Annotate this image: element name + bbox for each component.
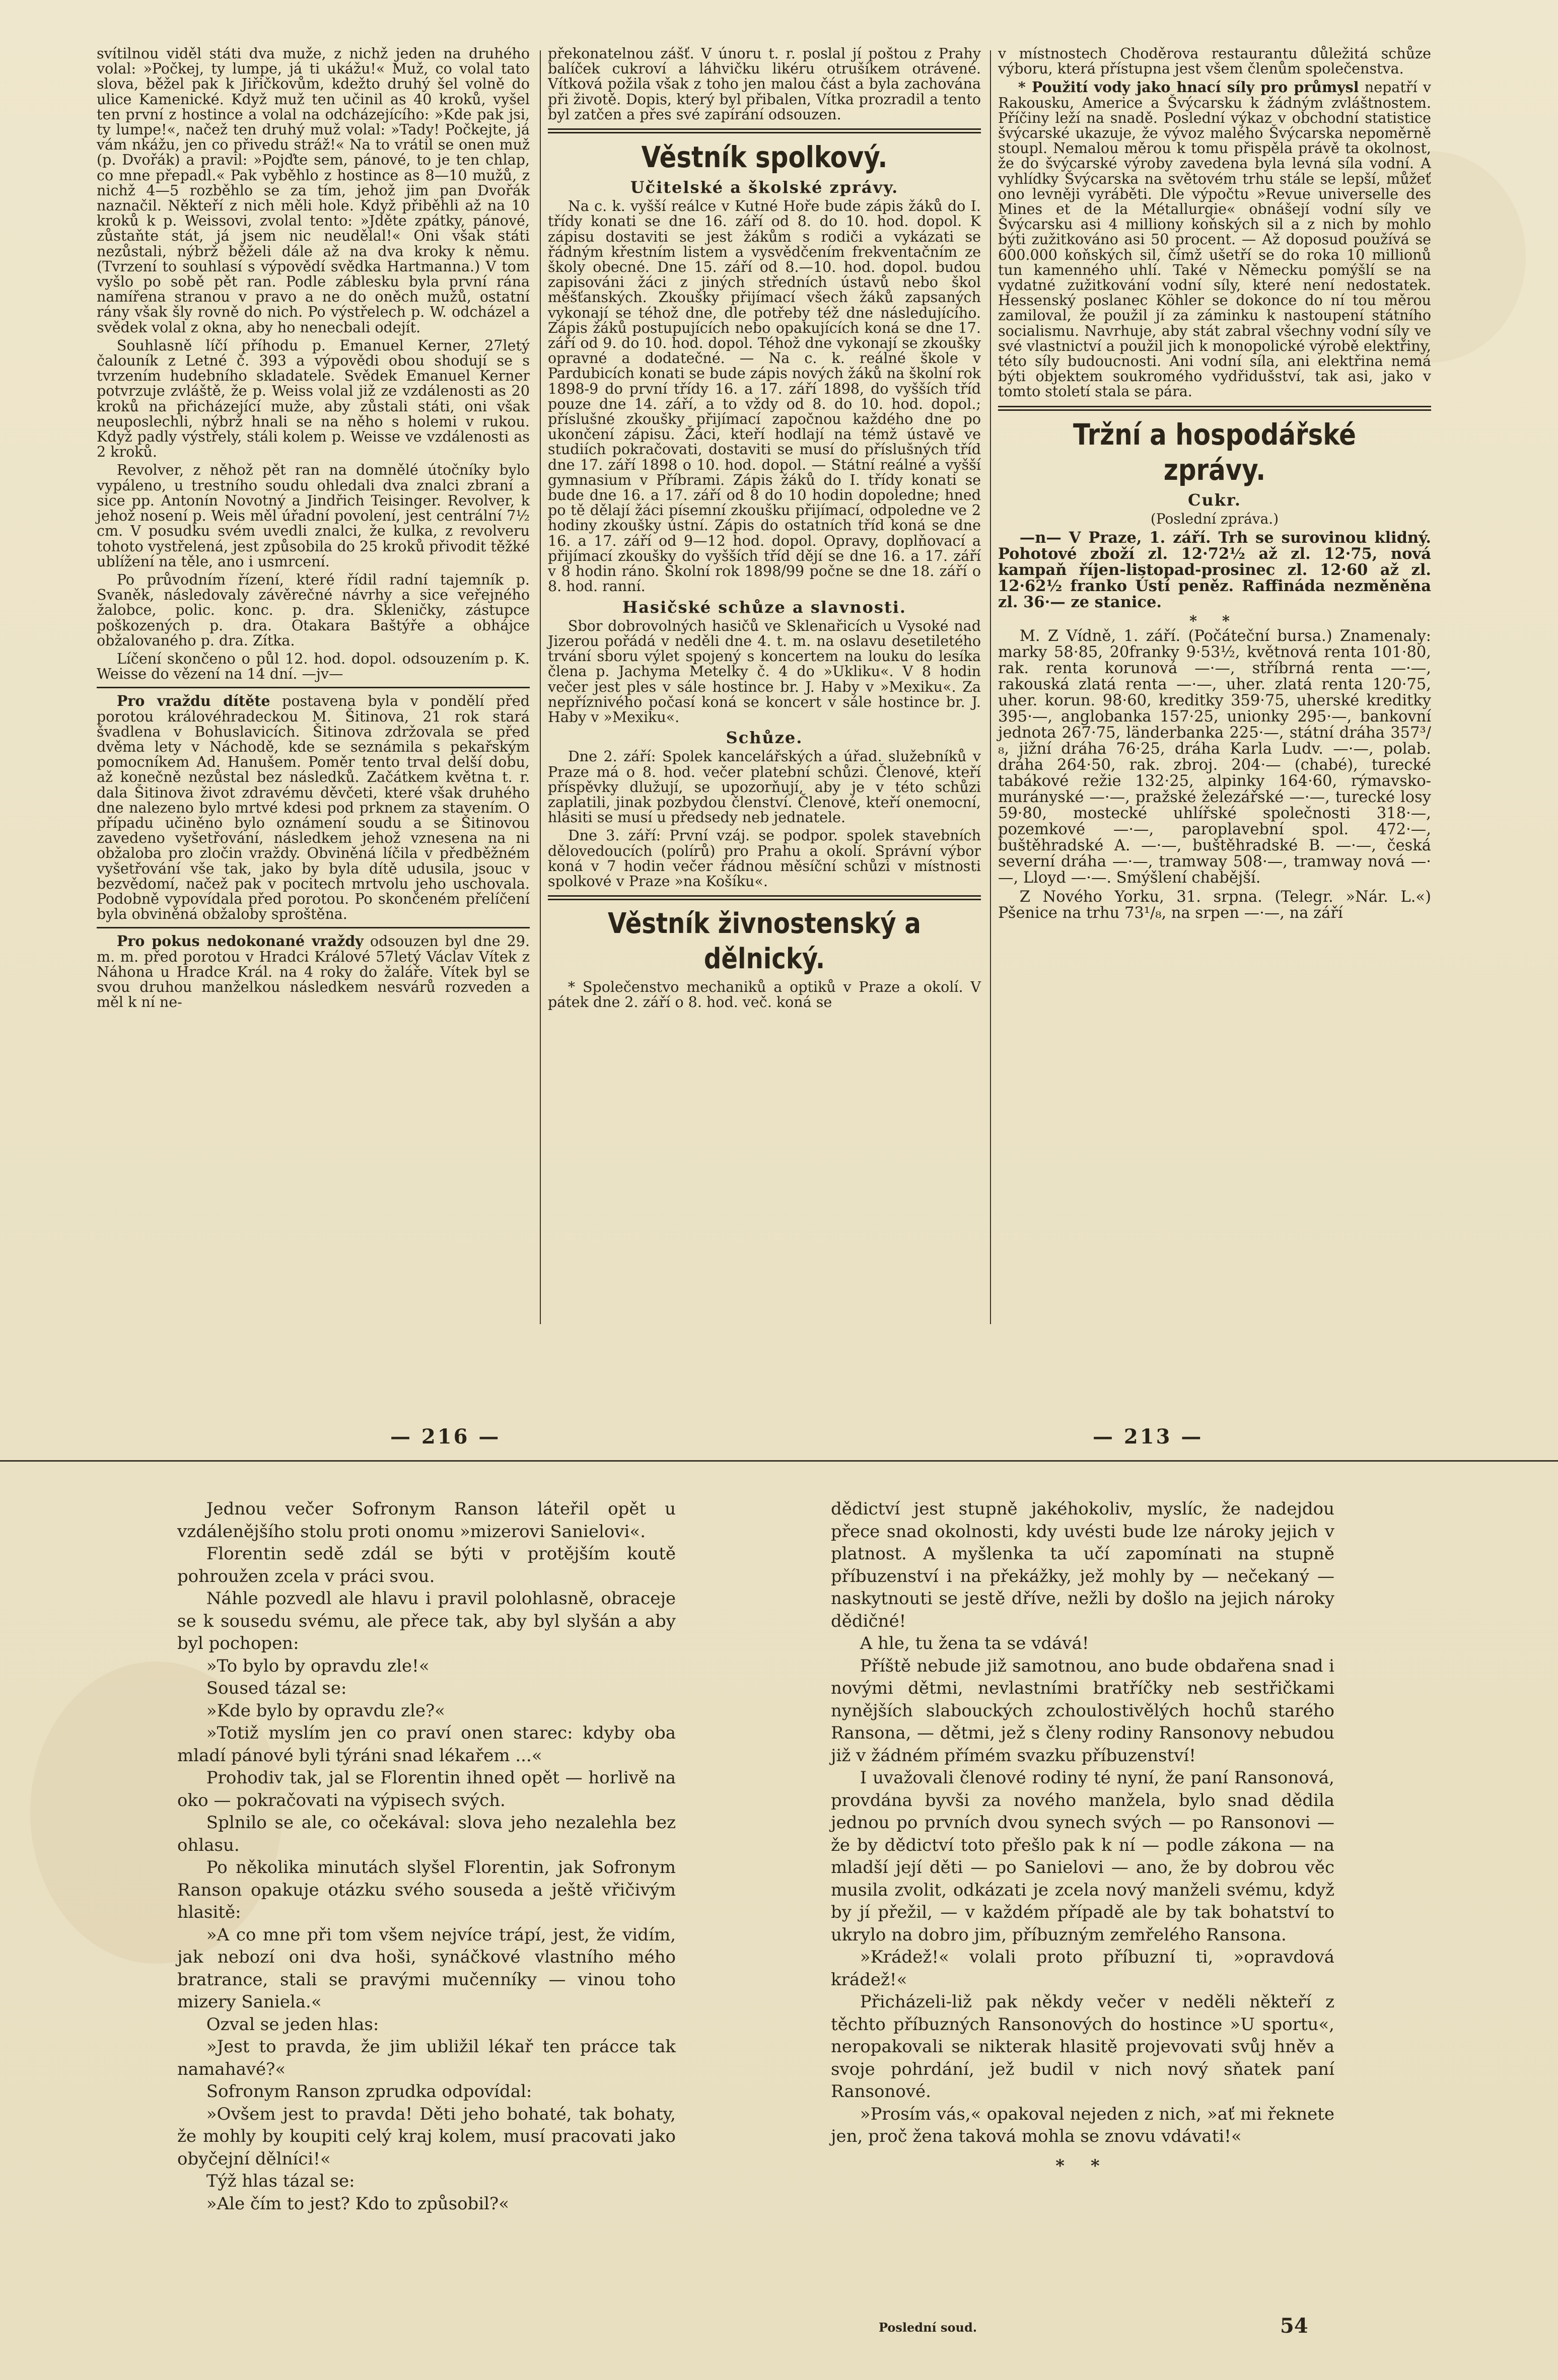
article-paragraph: Po průvodním řízení, které řídil radní tajemník p. Svaněk, následovaly závěrečné návrhy a sice veřejného žalobce, polic. konc. p. dra. Skleničky, zástupce poškozených p. dra. Otakara Baštýře a obhájce obžalovaného p. dra. Zítka. [97, 571, 530, 649]
market-report: Z Nového Yorku, 31. srpna. (Telegr. »Nár. L.«) Pšenice na trhu 73¹/₈, na srpen —·—, na září [998, 888, 1431, 922]
novel-paragraph: Soused tázal se: [206, 1678, 347, 1698]
subsection-heading: Hasičské schůze a slavnosti. [622, 597, 907, 617]
novel-paragraph: »Ale čím to jest? Kdo to způsobil?« [206, 2193, 510, 2214]
novel-paragraph: Splnilo se ale, co očekával: slova jeho nezalehla bez ohlasu. [177, 1813, 676, 1855]
novel-column-left [177, 1498, 676, 2215]
page-number-right: — 213 — [1093, 1425, 1203, 1449]
article-paragraph: svítilnou viděl státi dva muže, z nichž jeden na druhého volal: »Počkej, ty lumpe, já ti ukážu!« Muž, co volal tato slova, běžel pak k Jiřičkovům, kdežto druhý šel volně do ulice Kamenické. Když muž ten učinil as 40 kroků, vyšel ten první z hostince a volal na odcházejícího: »Kde pak jsi, ty lumpe!«, načež ten druhý muž volal: »Tady! Počkejte, já vám nkážu, jen co přivedu stráž!« Na to vrátil se onen muž (p. Dvořák) a pravil: »Pojďte sem, pánové, to je ten chlap, co mne přepadl.« Pak vyběhlo z hostince as 8—10 mužů, z nichž 4—5 rozběhlo se za tím, jehož jim pan Dvořák naznačil. Někteří z nich měli hole. Když přiběhli až na 10 kroků k p. Weissovi, zvolal tento: »Jděte zpátky, pánové, zůstaňte stát, já jsem nic neudělal!« Oni však státi nezůstali, nýbrž běželi dále až na dva kroky k němu. (Tvrzení to souhlasí s výpovědí svědka Hartmanna.) V tom vyšlo po sobě pět ran. Podle záblesku byla první rána namířena stranou v pravo a ne do oněch mužů, ostatní rány však šly rovně do nich. Po výstřelech p. W. odcházel a svědek volal z okna, aby ho nenecbali odejít. [97, 45, 530, 336]
novel-paragraph: A hle, tu žena ta se vdává! [860, 1633, 1089, 1653]
novel-paragraph: »Jest to pravda, že jim ubližil lékař ten prácce tak namahavé?« [177, 2037, 676, 2079]
article-text: nepatří v Rakousku, Americe a Švýcarsku k žádným zvláštnostem. Příčiny leží na snadě. Poslední výkaz v obchodní statistice švýcarské ukazuje, že vývoz malého Švýcarska nepoměrně stoupl. Nemalou měrou k tomu přispěla právě ta okolnost, že do švýcarské výroby zavedena byla levná síla vodní. A vyhlídky Švýcarska na světovém trhu stále se lepší, můžeť ono levněji vyráběti. Dle výpočtu »Revue universelle des Mines et de la Métallurgie« obnášejí vodní síly ve Švýcarsku asi 4 milliony koňských sil a z nich by mohlo býti zužitkováno asi 50 procent. — Až doposud používá se 600.000 koňských sil, čímž ušetří se do roka 10 millionů tun kamenného uhlí. Také v Německu pomýšlí se na vydatné zužitkování vodní síly, které není nedostatek. Hessenský poslanec Köhler se dokonce do ní tou měrou zamiloval, že použil jí za záminku k nastoupení státního socialismu. Navrhuje, aby stát zabral všechny vodní síly ve své vlastnictví a použil jich k monopolické výrobě elektřiny, této síly budoucnosti. Ani vodní síla, ani elektřina nemá býti objektem soukromého vydřidušství, tak asi, jako v tomto století stala se pára. [998, 79, 1431, 400]
separator-stars: * * [1055, 2155, 1110, 2176]
novel-paragraph: Příště nebude již samotnou, ano bude obdařena snad i novými dětmi, nevlastními bratříčky neb sestřičkami nynějších slabouckých zchoulostivělých hochů starého Ransona, — dětmi, jež s členy rodiny Ransonovy nebudou již v žádném přímém svazku příbuzenství! [831, 1655, 1334, 1766]
article-paragraph: Na c. k. vyšší reálce v Kutné Hoře bude zápis žáků do I. třídy konati se dne 16. září od 8. do 10. hod. dopol. K zápisu dostaviti se jest žákům s rodiči a vykázati se řádným křestním listem a vysvědčením frekventačním ze školy obecné. Dne 15. září od 8.—10. hod. dopol. budou zapisováni žáci z jiných středních ústavů nebo škol měšťanských. Zkoušky přijímací všech žáků zapsaných vykonají se téhož dne, dle potřeby též dne následujícího. Zápis žáků postupujících nebo opakujících koná se dne 17. září od 9. do 10. hod. dopol. Téhož dne vykonají se zkoušky opravné a dodatečné. — Na c. k. reálné škole v Pardubicích konati se bude zápis nových žáků na školní rok 1898-9 do první třídy 16. a 17. září 1898, do vyšších tříd pouze dne 14. září, a to vždy od 8. do 10. hod. dopol.; příslušné zkoušky přijímací započnou každého dne po ukončení zápisu. Žáci, kteří hodlají na témž ústavě ve studiích pokračovati, dostaviti se musí do příslušných tříd dne 17. září 1898 o 10. hod. dopol. — Státní reálné a vyšší gymnasium v Příbrami. Zápis žáků do I. třídy konati se bude dne 16. a 17. září od 8 do 10 hodin dopoledne; hned po tě dělají žáci písemní zkoušku přijímací, odpoledne ve 2 hodiny zkoušky ústní. Zápis do ostatních tříd koná se dne 16. a 17. září od 9—12 hod. dopol. Opravy, doplňovací a přijímací zkoušky do vyšších tříd dějí se dne 16. a 17. září v 8 hodin ráno. Školní rok 1898/99 počne se dne 18. září o 8. hod. ranní. [548, 198, 981, 595]
separator-stars: * * [1189, 612, 1240, 630]
novel-paragraph: Po několika minutách slyšel Florentin, jak Sofronym Ranson opakuje otázku svého souseda a ještě vřičivým hlasitě: [177, 1857, 676, 1922]
market-report: —n— V Praze, 1. září. Trh se surovinou klidný. Pohotové zboží zl. 12·72½ až zl. 12·75, nová kampaň říjen-listopad-prosinec zl. 12·60 až zl. 12·62½ franko Ústí peněz. Raffináda nezměněna zl. 36·— ze stanice. [998, 529, 1431, 612]
novel-paragraph: Jednou večer Sofronym Ranson láteřil opět u vzdálenějšího stolu proti onomu »mizerovi Sanielovi«. [177, 1499, 676, 1542]
novel-paragraph: »A co mne při tom všem nejvíce trápí, jest, že vidím, jak nebozí oni dva hoši, synáčkové vlastního mého bratrance, stali se pravými mučenníky — vinou toho mizery Saniela.« [177, 1924, 676, 2012]
article-text: postavena byla v pondělí před porotou královéhradeckou M. Šitinova, 21 rok stará švadlena v Bohuslavicích. Šitinova zdržovala se před dvěma lety v Náchodě, kde se seznámila s pekařským pomocníkem Ad. Hanušem. Poměr tento trval delší dobu, až konečně nezůstal bez následků. Začátkem května t. r. dala Šitinova život zdravému děvčeti, které však druhého dne nalezeno bylo mrtvé kdesi pod prknem za stavením. O případu učiněno bylo oznámení soudu a se Šitinovou zavedeno vyšetřování, následkem jehož vznesena na ni obžaloba pro zločin vraždy. Obviněná líčila v předběžném vyšetřování vše tak, jako by byla dítě udusila, jsouc v bezvědomí, načež pak v pocitech mrtvolu jeho uschovala. Podobně vypovídala před porotou. Po skončeném přelíčení byla obviněná obžaloby sproštěna. [97, 693, 530, 923]
article-text: odsouzen byl dne 29. m. m. před porotou v Hradci Králové 57letý Václav Vítek z Náhona u Hradce Král. na 4 roky do žaláře. Vítek byl se svou druhou manželkou následkem nesvárů rozveden a měl k ní ne- [97, 933, 530, 1011]
fold-divider [0, 1460, 1558, 1462]
page-number-left: — 216 — [390, 1425, 501, 1449]
novel-paragraph: Florentin sedě zdál se býti v protějším koutě pohroužen zcela v práci svou. [177, 1544, 676, 1586]
article-paragraph: Revolver, z něhož pět ran na domnělé útočníky bylo vypáleno, u trestního soudu ohledali dva znalci zbraní a sice pp. Antonín Novotný a Jindřich Teisinger. Revolver, k jehož nosení p. Weis měl úřadní povolení, jest centrální 7½ cm. V posudku svém uvedli znalci, že kulka, z revolveru tohoto vystřelená, jest způsobila do 25 kroků přivodit těžké ublížení na těle, ano i usmrcení. [97, 462, 530, 570]
top-column-1 [97, 46, 530, 1013]
article-lead: Pro vraždu dítěte [116, 692, 270, 710]
article-paragraph: v místnostech Choděrova restaurantu důležitá schůze výboru, která přístupna jest všem členům společenstva. [998, 45, 1431, 78]
novel-paragraph: »Ovšem jest to pravda! Děti jeho bohaté, tak bohaty, že mohly by koupiti celý kraj kolem, musí pracovati jako obyčejní dělníci!« [177, 2104, 676, 2169]
column-rule [540, 50, 541, 1324]
article-paragraph: Líčení skončeno o půl 12. hod. dopol. odsouzením p. K. Weisse do vězení na 14 dní. —jv— [97, 650, 530, 683]
divider [548, 895, 981, 900]
divider [548, 128, 981, 133]
novel-paragraph: Prohodiv tak, jal se Florentin ihned opět — horlivě na oko — pokračovati na výpisech svých. [177, 1768, 676, 1811]
top-column-3 [998, 46, 1431, 924]
article-paragraph [97, 933, 530, 1010]
novel-paragraph: »Prosím vás,« opakoval nejeden z nich, »ať mi řeknete jen, proč žena taková mohla se znovu vdávati!« [831, 2104, 1334, 2146]
divider [998, 406, 1431, 411]
article-paragraph [97, 693, 530, 922]
column-rule [990, 50, 991, 1324]
novel-paragraph: Přicházeli-liž pak někdy večer v neděli někteří z těchto příbuzných Ransonových do hostince »U sportu«, neropakovali se nikterak hlasitě projevovati svůj hněv a svoje pohrdání, jež budil v nich nový sňatek paní Ransonové. [831, 1992, 1334, 2102]
article-paragraph: * Společenstvo mechaniků a optiků v Praze a okolí. V pátek dne 2. září o 8. hod. več. koná se [548, 979, 981, 1011]
subsection-heading: Schůze. [726, 728, 803, 748]
article-paragraph [998, 80, 1431, 399]
novel-paragraph: »Totiž myslím jen co praví onen starec: kdyby oba mladí pánové byli týráni snad lékařem ...« [177, 1723, 676, 1766]
article-lead: Pro pokus nedokonané vraždy [116, 932, 364, 950]
article-paragraph: Souhlasně líčí příhodu p. Emanuel Kerner, 27letý čalouník z Letné č. 393 a výpovědi obou shodují se s tvrzením hudebního skladatele. Svědek Emanuel Kerner potvrzuje zvláště, že p. Weiss volal již ze vzdálenosti as 20 kroků na přicházející muže, aby zůstali státi, oni však neuposlechli, nýbrž hnali se na něho s holemi v rukou. Když padly výstřely, stáli kolem p. Weisse ve vzdálenosti as 2 kroků. [97, 337, 530, 461]
market-report: M. Z Vídně, 1. září. (Počáteční bursa.) Znamenaly: marky 58·85, 20franky 9·53½, květnová renta 101·80, rak. renta korunová —·—, stříbrná renta —·—, rakouská zlatá renta —·—, uher. zlatá renta 120·75, uher. korun. 98·60, kreditky 359·75, uherské kreditky 395·—, anglobanka 157·25, unionky 295·—, bankovní jednota 267·75, länderbanka 225·—, státní dráha 357³/₈, jižní dráha 76·25, dráha Karla Ludv. —·—, polab. dráha 264·50, rak. zbroj. 204·— (chabé), turecké tabákové režie 132·25, alpinky 164·60, rýmavsko-murányské —·—, pražské železářské —·—, turecké losy 59·80, mostecké uhlířské společnosti 318·—, pozemkové —·—, paroplavební spol. 472·—, buštěhradské A. —·—, buštěhradské B. —·—, česká severní dráha —·—, tramway 508·—, tramway nová —·—, Lloyd —·—. Smýšlení chabější. [998, 627, 1431, 887]
article-paragraph: překonatelnou zášť. V únoru t. r. poslal jí poštou z Prahy balíček cukroví a láhvičku likéru otrušíkem otrávené. Vítková požila však z toho jen malou část a byla zachována při životě. Dopis, který byl přibalen, Vítka prozradil a tento byl zatčen a přes své zapírání odsouzen. [548, 45, 981, 123]
article-paragraph: Dne 3. září: První vzáj. se podpor. spolek stavebních dělovedoucích (polírů) pro Prahu a okolí. Správní výbor koná v 7 hodin večer řádnou měsíční schůzi v místnosti spolkové v Praze »na Košíku«. [548, 827, 981, 890]
novel-paragraph: »To bylo by opravdu zle!« [206, 1655, 430, 1676]
novel-paragraph: dědictví jest stupně jakéhokoliv, myslíc, že nadejdou přece snad okolnosti, kdy uvésti bude lze nároky jejich v platnost. A myšlenka ta učí zapomínati na stupně příbuzenství i na překážky, jež mohly by — nečekaný — naskytnouti se jestě dříve, nežli by došlo na jejich nároky dědičné! [831, 1499, 1334, 1631]
novel-paragraph: Náhle pozvedl ale hlavu i pravil polohlasně, obraceje se k sousedu svému, ale přece tak, aby byl slyšán a aby byl pochopen: [177, 1589, 676, 1653]
article-paragraph: Dne 2. září: Spolek kancelářských a úřad. služebníků v Praze má o 8. hod. večer platební schůzi. Členové, kteří příspěvky dlužují, se upozorňují, aby je v této schůzi zaplatili, jinak pozbydou členství. Členové, kteří onemocní, hlásiti se musí u předsedy neb jednatele. [548, 748, 981, 826]
subsection-heading: Cukr. [1188, 490, 1241, 510]
novel-paragraph: Ozval se jeden hlas: [206, 2014, 379, 2035]
top-column-2 [548, 46, 981, 1014]
novel-paragraph: I uvažovali členové rodiny té nyní, že paní Ransonová, provdána byvši za nového manžela, bylo snad dědila jednou po prvních dvou synech svých — po Ransonovi — že by dědictví toto přešlo pak k ní — podle zákona — na mladší její děti — po Sanielovi — ano, že by dobrou věc musila zvolit, odkázati je zcela nový manželi svému, když by jí přežil, — v každém případě ale by tak bohatství to ukrylo na dobro jim, příbuzným zemřelého Ransona. [831, 1768, 1334, 1945]
section-heading: Věstník živnostenský a dělnický. [608, 907, 921, 976]
novel-paragraph: »Kde bylo by opravdu zle?« [206, 1700, 445, 1721]
article-paragraph: Sbor dobrovolných hasičů ve Sklenařicích u Vysoké nad Jizerou pořádá v neděli dne 4. t. m. na oslavu desetiletého trvání sboru výlet spojený s koncertem na louku do lesíka člena p. Jachyma Metelky č. 4 do »Ukliku«. V 8 hodin večer jest ples v sále hostince br. J. Haby v »Mexiku«. Za nepříznivého počasí koná se koncert v sále hostince br. J. Haby v »Mexiku«. [548, 617, 981, 726]
footer-title: Poslední soud. [879, 2320, 977, 2335]
article-lead: * Použití vody jako hnací síly pro průmysl [1018, 79, 1359, 96]
subsection-heading: Učitelské a školské zprávy. [630, 178, 899, 197]
novel-column-right [831, 1498, 1334, 2177]
divider [97, 927, 530, 928]
novel-paragraph: »Krádež!« volali proto příbuzní ti, »opravdová krádež!« [831, 1947, 1334, 1990]
divider [97, 687, 530, 688]
subsection-note: (Poslední zpráva.) [1150, 510, 1279, 527]
novel-paragraph: Týž hlas tázal se: [206, 2171, 355, 2191]
footer-page-number: 54 [1280, 2314, 1308, 2338]
section-heading: Věstník spolkový. [641, 140, 888, 175]
section-heading: Tržní a hospodářské zprávy. [1073, 417, 1356, 487]
novel-paragraph: Sofronym Ranson zprudka odpovídal: [206, 2081, 532, 2102]
